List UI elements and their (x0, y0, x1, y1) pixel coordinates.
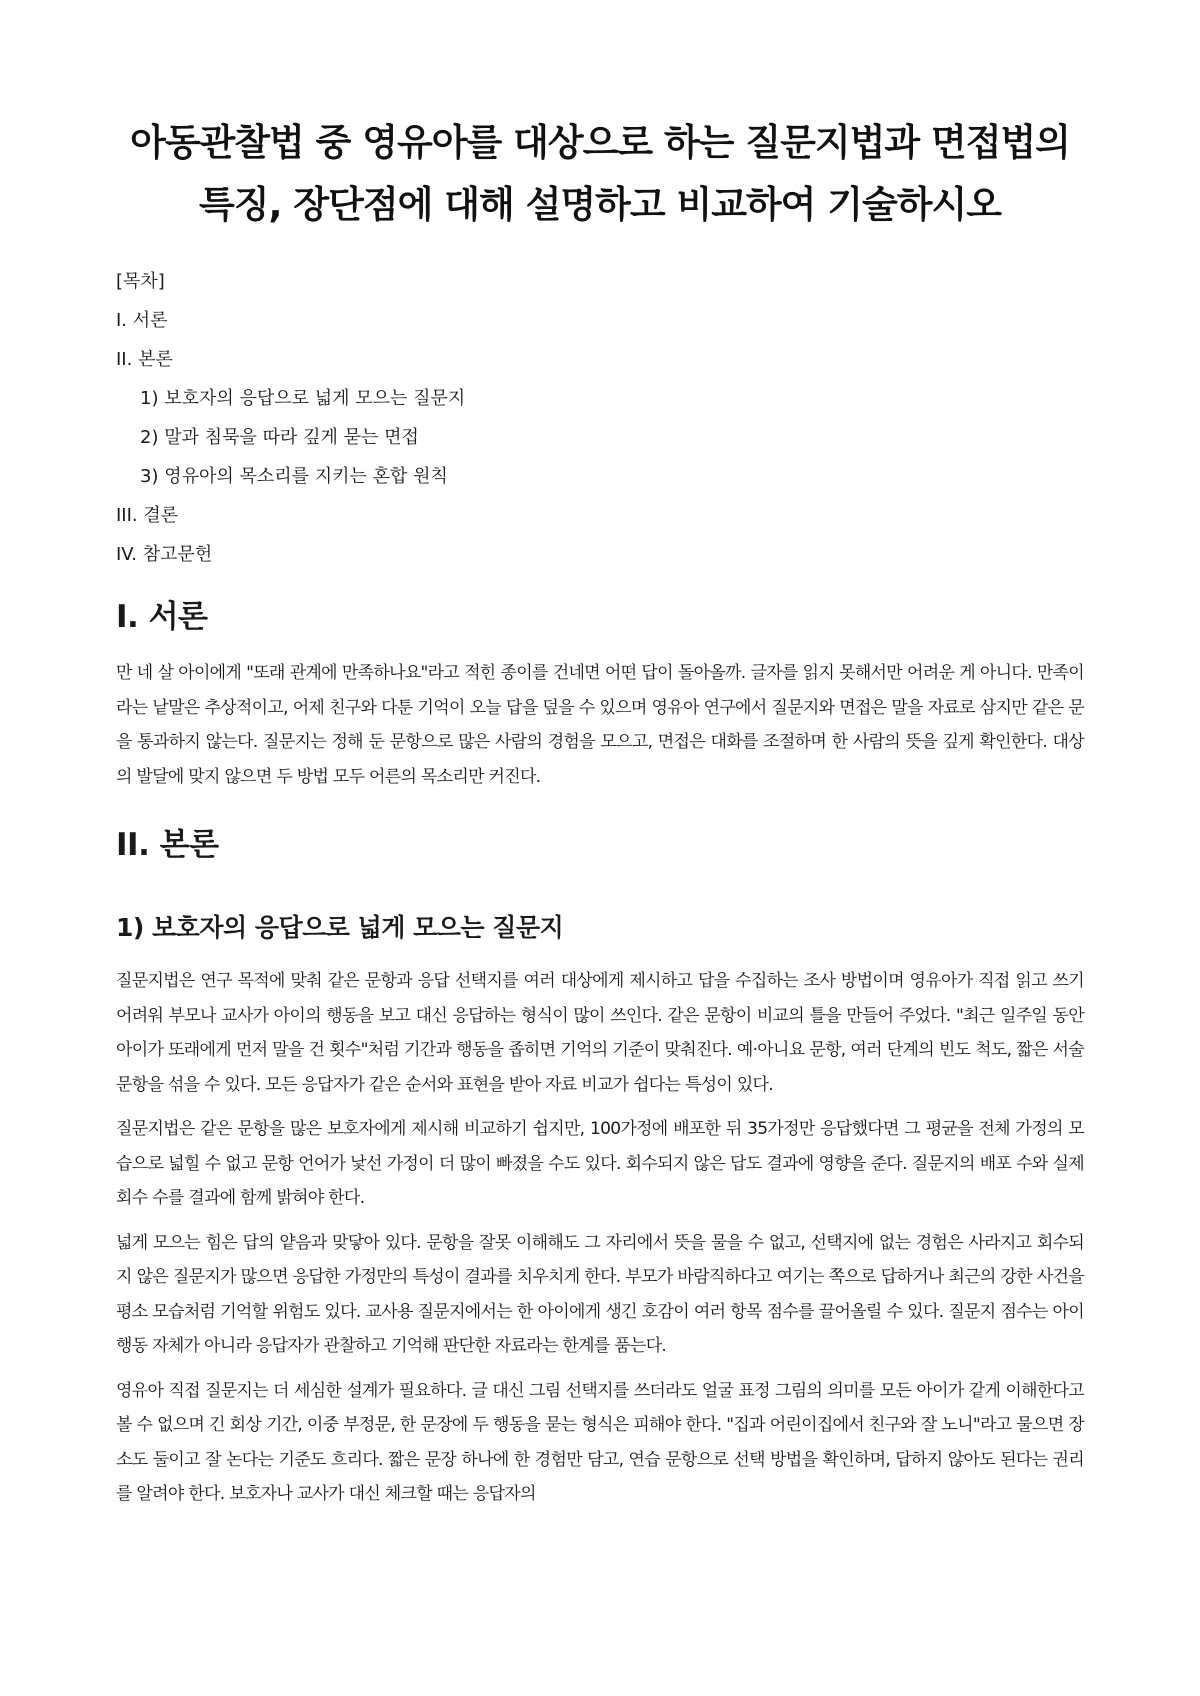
toc-heading: [목차] (116, 271, 165, 292)
toc-item-body-1: 1) 보호자의 응답으로 넓게 모으는 질문지 (140, 388, 466, 409)
table-of-contents (116, 262, 1084, 574)
toc-item-references: IV. 참고문헌 (116, 544, 213, 565)
paragraph: 넓게 모으는 힘은 답의 얕음과 맞닿아 있다. 문항을 잘못 이해해도 그 자리에서 뜻을 물을 수 없고, 선택지에 없는 경험은 사라지고 회수되지 않은 질문지가 많으면 응답한 가정만의 특성이 결과를 치우치게 한다. 부모가 바람직하다고 여기는 쪽으로 답하거나 최근의 강한 사건을 평소 모습처럼 기억할 위험도 있다. 교사용 질문지에서는 한 아이에게 생긴 호감이 여러 항목 점수를 끌어올릴 수 있다. 질문지 점수는 아이 행동 자체가 아니라 응답자가 관찰하고 기억해 판단한 자료라는 한계를 품는다. (116, 1232, 1084, 1356)
paragraph: 질문지법은 연구 목적에 맞춰 같은 문항과 응답 선택지를 여러 대상에게 제시하고 답을 수집하는 조사 방법이며 영유아가 직접 읽고 쓰기 어려워 부모나 교사가 아이의 행동을 보고 대신 응답하는 형식이 많이 쓰인다. 같은 문항이 비교의 틀을 만들어 주었다. "최근 일주일 동안 아이가 또래에게 먼저 말을 건 횟수"처럼 기간과 행동을 좁히면 기억의 기준이 맞춰진다. 예·아니요 문항, 여러 단계의 빈도 척도, 짧은 서술 문항을 섞을 수 있다. 모든 응답자가 같은 순서와 표현을 받아 자료 비교가 쉽다는 특성이 있다. (116, 971, 1084, 1095)
section-intro (116, 592, 1084, 794)
toc-item-intro: I. 서론 (116, 310, 168, 331)
subsection-questionnaire (116, 906, 1084, 1512)
paragraph: 만 네 살 아이에게 "또래 관계에 만족하나요"라고 적힌 종이를 건네면 어떤 답이 돌아올까. 글자를 읽지 못해서만 어려운 게 아니다. 만족이라는 낱말은 추상적이고, 어제 친구와 다툰 기억이 오늘 답을 덮을 수 있으며 영유아 연구에서 질문지와 면접은 말을 자료로 삼지만 같은 문을 통과하지 않는다. 질문지는 정해 둔 문항으로 많은 사람의 경험을 모으고, 면접은 대화를 조절하며 한 사람의 뜻을 깊게 확인한다. 대상의 발달에 맞지 않으면 두 방법 모두 어른의 목소리만 커진다. (116, 663, 1084, 787)
subsection-heading: 1) 보호자의 응답으로 넓게 모으는 질문지 (116, 913, 564, 942)
section-heading-intro: I. 서론 (116, 599, 208, 635)
section-body (116, 820, 1084, 1512)
paragraph: 영유아 직접 질문지는 더 세심한 설계가 필요하다. 글 대신 그림 선택지를 쓰더라도 얼굴 표정 그림의 의미를 모든 아이가 같게 이해한다고 볼 수 없으며 긴 회상 기간, 이중 부정문, 한 문장에 두 행동을 묻는 형식은 피해야 한다. "집과 어린이집에서 친구와 잘 노니"라고 물으면 장소도 둘이고 잘 논다는 기준도 흐리다. 짧은 문장 하나에 한 경험만 담고, 연습 문항으로 선택 방법을 확인하며, 답하지 않아도 된다는 권리를 알려야 한다. 보호자나 교사가 대신 체크할 때는 응답자의 (116, 1380, 1084, 1504)
document-title: 아동관찰법 중 영유아를 대상으로 하는 질문지법과 면접법의 특징, 장단점에 대해 설명하고 비교하여 기술하시오 (130, 121, 1070, 226)
toc-item-body-2: 2) 말과 침묵을 따라 깊게 묻는 면접 (140, 427, 419, 448)
toc-item-body-3: 3) 영유아의 목소리를 지키는 혼합 원칙 (140, 466, 448, 487)
paragraph: 질문지법은 같은 문항을 많은 보호자에게 제시해 비교하기 쉽지만, 100가정에 배포한 뒤 35가정만 응답했다면 그 평균을 전체 가정의 모습으로 넓힐 수 없고 문항 언어가 낯선 가정이 더 많이 빠졌을 수도 있다. 회수되지 않은 답도 결과에 영향을 준다. 질문지의 배포 수와 실제 회수 수를 결과에 함께 밝혀야 한다. (116, 1119, 1084, 1208)
toc-item-conclusion: III. 결론 (116, 505, 179, 526)
section-heading-body: II. 본론 (116, 827, 219, 863)
toc-item-body: II. 본론 (116, 349, 173, 370)
